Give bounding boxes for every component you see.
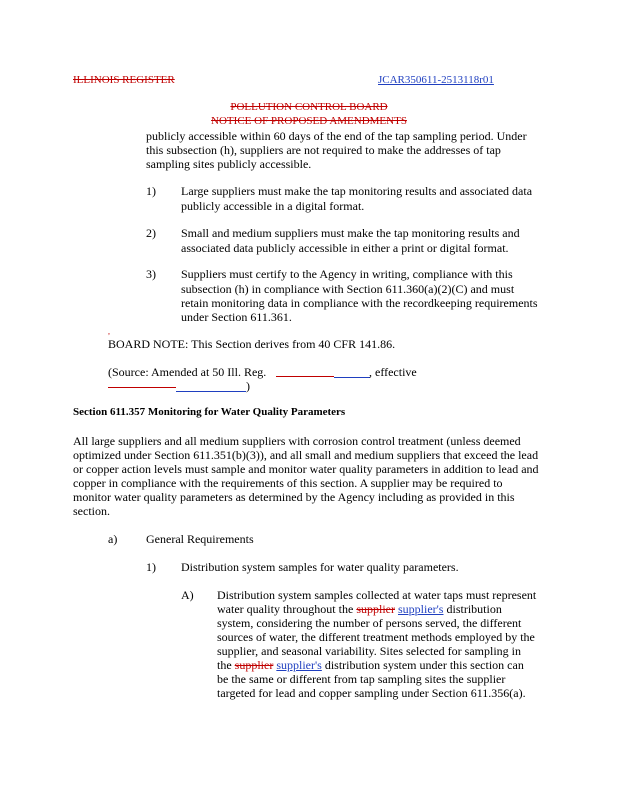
inserted-blank [176, 391, 246, 392]
jcar-reference-link[interactable]: JCAR350611-2513118r01 [378, 74, 494, 86]
subparagraph-line: targeted for lead and copper sampling under Section 611.356(a). [217, 686, 526, 700]
inserted-text: supplier's [397, 602, 444, 616]
board-title: POLLUTION CONTROL BOARD [230, 101, 388, 113]
list-item-number: 2) [146, 226, 156, 240]
subparagraph-line: sources of water, the different treatment methods employed by the [217, 630, 535, 644]
deleted-blank [108, 387, 176, 388]
source-effective: , effective [369, 365, 417, 379]
list-item-line: retain monitoring data in compliance with the recordkeeping requirements [181, 296, 538, 310]
body-line: All large suppliers and all medium suppliers with corrosion control treatment (unless deemed [73, 434, 521, 448]
list-item-line: under Section 611.361. [181, 310, 292, 324]
intro-line: this subsection (h), suppliers are not required to make the addresses of tap [146, 143, 501, 157]
subparagraph-line: the supplier supplier's distribution system under this section can [217, 658, 524, 672]
body-line: or copper action levels must sample and monitor water quality parameters in addition to lead and [73, 462, 539, 476]
deleted-text: supplier [234, 658, 274, 672]
body-line: optimized under Section 611.351(b)(3)), and all small and medium suppliers that exceed the lead [73, 448, 539, 462]
section-heading: Section 611.357 Monitoring for Water Quality Parameters [73, 406, 346, 418]
subparagraph-line: water quality throughout the supplier supplier's distribution [217, 602, 502, 616]
paragraph-number: 1) [146, 560, 156, 574]
subparagraph-line: Distribution system samples collected at water taps must represent [217, 588, 537, 602]
list-item-line: Suppliers must certify to the Agency in writing, compliance with this [181, 267, 513, 281]
subsection-title: General Requirements [146, 532, 254, 546]
subparagraph-line: supplier, and seasonal variability. Sites selected for sampling in [217, 644, 522, 658]
inserted-text: supplier's [276, 658, 322, 672]
revision-mark: , [108, 327, 110, 336]
body-line: section. [73, 504, 110, 518]
subparagraph-number: A) [181, 588, 194, 602]
subsection-number: a) [108, 532, 118, 546]
body-line: monitor water quality parameters as determined by the Agency including as provided in this [73, 490, 515, 504]
inserted-blank [334, 377, 370, 378]
intro-line: sampling sites publicly accessible. [146, 157, 312, 171]
list-item-line: Small and medium suppliers must make the tap monitoring results and [181, 226, 520, 240]
list-item-number: 1) [146, 184, 156, 198]
subparagraph-line: system, considering the number of persons served, the different [217, 616, 522, 630]
deleted-text: supplier [356, 602, 395, 616]
intro-line: publicly accessible within 60 days of the end of the tap sampling period. Under [146, 129, 527, 143]
list-item-line: publicly accessible in a digital format. [181, 199, 365, 213]
deleted-blank [276, 376, 334, 377]
subparagraph-line: be the same or different from tap sampling sites the supplier [217, 672, 506, 686]
list-item-number: 3) [146, 267, 156, 281]
list-item-line: associated data publicly accessible in either a print or digital format. [181, 241, 509, 255]
paragraph-title: Distribution system samples for water quality parameters. [181, 560, 459, 574]
body-line: copper in compliance with the requirements of this section. A supplier may be required to [73, 476, 503, 490]
list-item-line: Large suppliers must make the tap monitoring results and associated data [181, 184, 533, 198]
board-note: BOARD NOTE: This Section derives from 40 CFR 141.86. [108, 337, 396, 351]
source-note: (Source: Amended at 50 Ill. Reg. [108, 365, 267, 379]
list-item-line: subsection (h) in compliance with Section 611.360(a)(2)(C) and must [181, 282, 515, 296]
notice-title: NOTICE OF PROPOSED AMENDMENTS [211, 115, 407, 127]
source-close: ) [246, 379, 250, 393]
register-header: ILLINOIS REGISTER [73, 74, 175, 86]
